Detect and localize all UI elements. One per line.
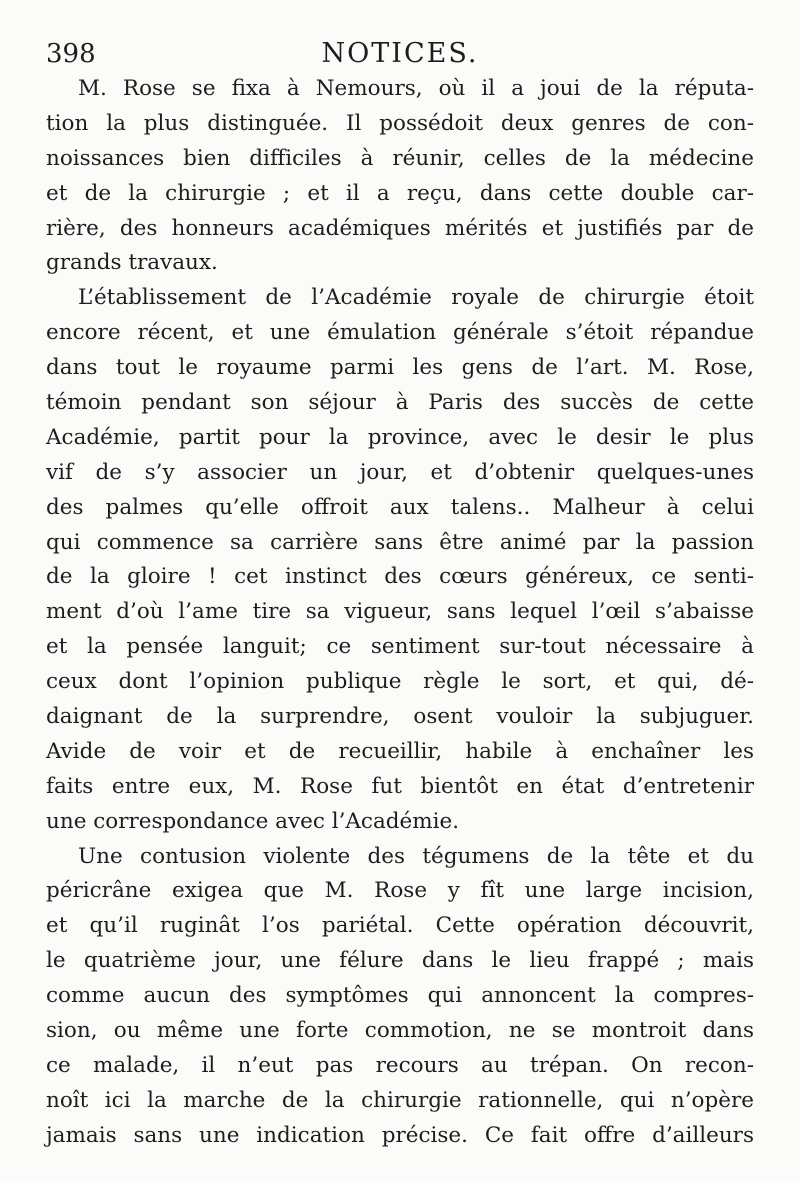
text-line: ment d’où l’ame tire sa vigueur, sans lequel l’œil s’abaisse — [46, 599, 754, 625]
text-line: de la gloire ! cet instinct des cœurs généreux, ce senti- — [46, 564, 754, 590]
text-line: encore récent, et une émulation générale s’étoit répandue — [46, 320, 754, 346]
text-line: Une contusion violente des tégumens de la tête et du — [78, 843, 754, 869]
text-line: faits entre eux, M. Rose fut bientôt en état d’entretenir — [46, 773, 754, 799]
text-line: noît ici la marche de la chirurgie rationnelle, qui n’opère — [46, 1087, 754, 1113]
text-line: ceux dont l’opinion publique règle le sort, et qui, dé- — [46, 669, 754, 695]
text-line: et de la chirurgie ; et il a reçu, dans cette double car- — [46, 180, 754, 206]
text-line: témoin pendant son séjour à Paris des succès de cette — [46, 390, 754, 416]
text-line: tion la plus distinguée. Il possédoit deux genres de con- — [46, 110, 754, 136]
running-head: NOTICES. — [321, 38, 479, 69]
text-line: sion, ou même une forte commotion, ne se montroit dans — [46, 1018, 754, 1044]
text-line: le quatrième jour, une félure dans le lieu frappé ; mais — [46, 948, 754, 974]
text-line: daignant de la surprendre, osent vouloir la subjuguer. — [46, 704, 754, 730]
text-line: et la pensée languit; ce sentiment sur-tout nécessaire à — [46, 634, 754, 660]
text-line: L’établissement de l’Académie royale de chirurgie étoit — [78, 285, 754, 311]
text-line: M. Rose se fixa à Nemours, où il a joui de la réputa- — [78, 76, 754, 101]
text-line: et qu’il ruginât l’os pariétal. Cette opération découvrit, — [46, 913, 754, 939]
text-line: rière, des honneurs académiques mérités et justifiés par de — [46, 215, 754, 241]
text-line: qui commence sa carrière sans être animé par la passion — [46, 529, 754, 555]
text-line: dans tout le royaume parmi les gens de l’art. M. Rose, — [46, 355, 754, 381]
text-line: Avide de voir et de recueillir, habile à enchaîner les — [46, 738, 754, 764]
text-line: comme aucun des symptômes qui annoncent la compres- — [46, 983, 754, 1009]
text-line: ce malade, il n’eut pas recours au trépan. On recon- — [46, 1052, 754, 1078]
text-line: noissances bien difficiles à réunir, celles de la médecine — [46, 145, 754, 171]
text-line: vif de s’y associer un jour, et d’obtenir quelques-unes — [46, 459, 754, 485]
text-line: une correspondance avec l’Académie. — [46, 808, 460, 834]
text-line: grands travaux. — [46, 250, 218, 276]
text-line: des palmes qu’elle offroit aux talens.. Malheur à celui — [46, 494, 754, 520]
text-line: péricrâne exigea que M. Rose y fît une large incision, — [46, 878, 754, 904]
page-number: 398 — [46, 39, 96, 69]
text-line: Académie, partit pour la province, avec le desir le plus — [46, 424, 754, 450]
text-line: jamais sans une indication précise. Ce fait offre d’ailleurs — [46, 1122, 754, 1148]
page-body — [46, 72, 754, 1154]
